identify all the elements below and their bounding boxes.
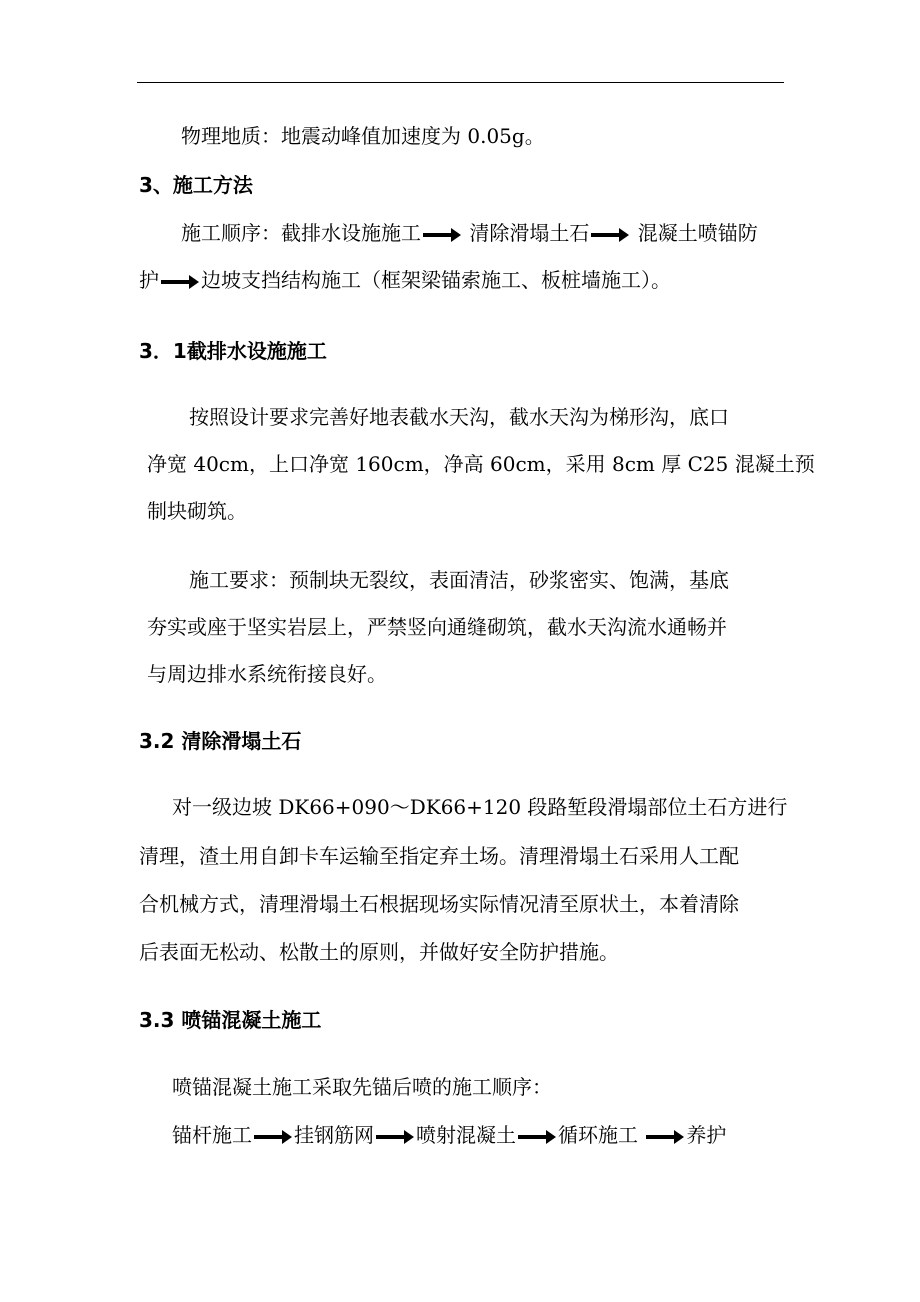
- text-line: 净宽 40cm，上口净宽 160cm，净高 60cm，采用 8cm 厚 C25 混凝土预: [147, 452, 815, 476]
- flow-step-1: 锚杆施工: [172, 1123, 252, 1147]
- sequence-line-1: [181, 219, 758, 247]
- text-line: 对一级边坡 DK66+090～DK66+120 段路堑段滑塌部位土石方进行: [172, 795, 788, 819]
- seq-step-3: 混凝土喷锚防: [637, 221, 758, 245]
- arrow-right-icon: [161, 275, 199, 289]
- seq-step-3-cont: 护: [139, 268, 159, 292]
- flow-step-5: 养护: [686, 1123, 727, 1147]
- arrow-right-icon: [423, 228, 461, 242]
- text-line: 后表面无松动、松散土的原则，并做好安全防护措施。: [139, 940, 619, 964]
- arrow-right-icon: [254, 1130, 292, 1144]
- text-line: 与周边排水系统衔接良好。: [147, 662, 387, 686]
- heading-3-1: 3．1截排水设施施工: [139, 339, 327, 363]
- text-line: 喷锚混凝土施工采取先锚后喷的施工顺序：: [172, 1075, 552, 1099]
- text-line: 清理，渣土用自卸卡车运输至指定弃土场。清理滑塌土石采用人工配: [139, 844, 739, 868]
- text-line: 夯实或座于坚实岩层上，严禁竖向通缝砌筑，截水天沟流水通畅并: [147, 615, 727, 639]
- flow-step-4: 循环施工: [558, 1123, 638, 1147]
- heading-3: 3、施工方法: [139, 173, 253, 197]
- text-line: 合机械方式，清理滑塌土石根据现场实际情况清至原状土，本着清除: [139, 892, 739, 916]
- flow-step-2: 挂钢筋网: [294, 1123, 374, 1147]
- arrow-right-icon: [518, 1130, 556, 1144]
- text-line: 物理地质：地震动峰值加速度为 0.05g。: [181, 124, 545, 148]
- arrow-right-icon: [376, 1130, 414, 1144]
- heading-3-2: 3.2 清除滑塌土石: [139, 729, 302, 753]
- seq-step-1: 施工顺序：截排水设施施工: [181, 221, 421, 245]
- text-line: 施工要求：预制块无裂纹，表面清洁，砂浆密实、饱满，基底: [189, 568, 729, 592]
- seq-step-4: 边坡支挡结构施工（框架梁锚索施工、板桩墙施工）。: [201, 268, 671, 292]
- seq-step-2: 清除滑塌土石: [469, 221, 590, 245]
- text-line: 按照设计要求完善好地表截水天沟，截水天沟为梯形沟，底口: [189, 405, 729, 429]
- heading-3-3: 3.3 喷锚混凝土施工: [139, 1008, 322, 1032]
- flow-line: [172, 1121, 726, 1149]
- sequence-line-2: [139, 266, 671, 294]
- arrow-right-icon: [646, 1130, 684, 1144]
- text-line: 制块砌筑。: [147, 499, 247, 523]
- flow-step-3: 喷射混凝土: [416, 1123, 516, 1147]
- arrow-right-icon: [591, 228, 629, 242]
- header-rule: [137, 82, 784, 83]
